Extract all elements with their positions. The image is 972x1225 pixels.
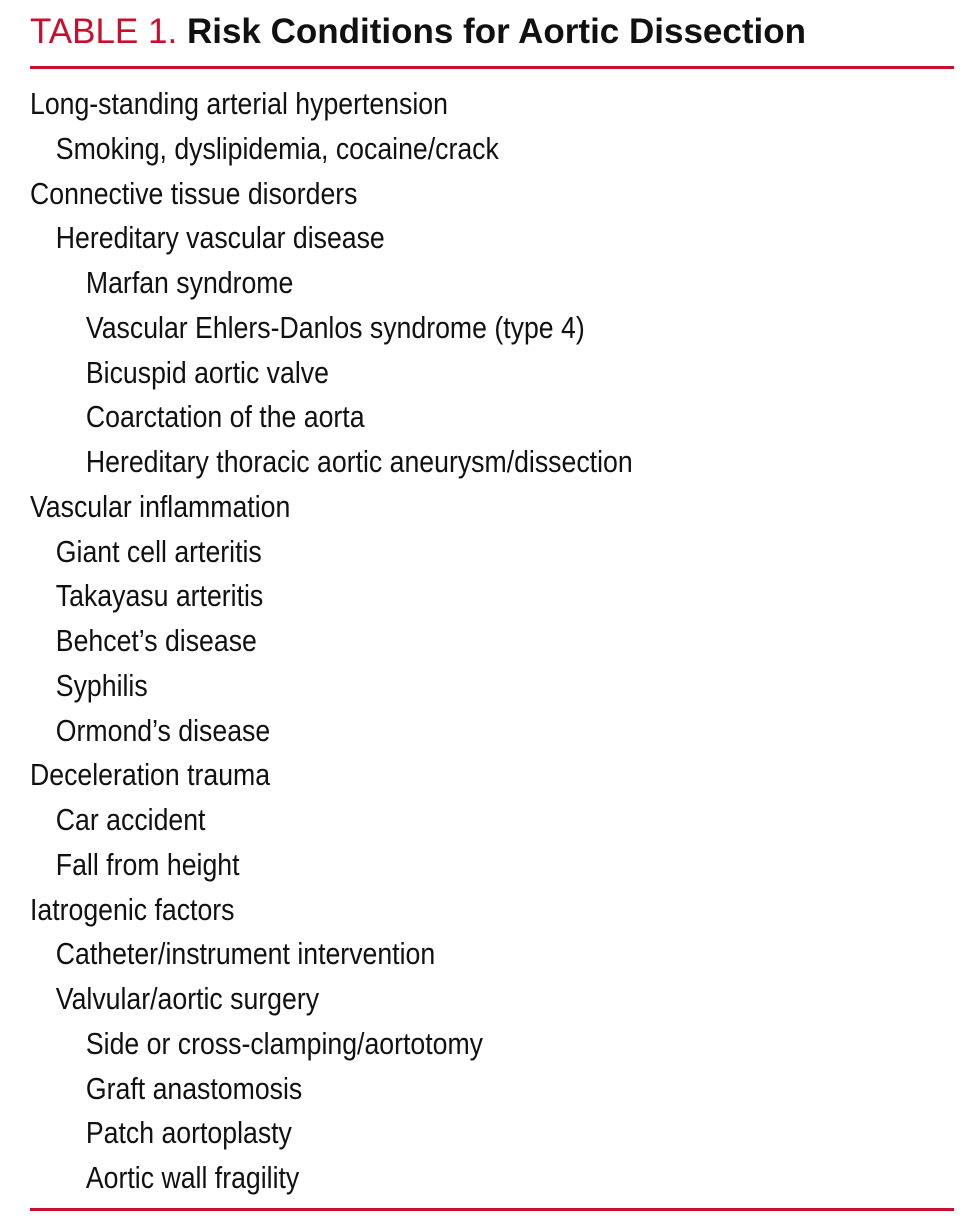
list-item: Patch aortoplasty xyxy=(85,1115,292,1151)
list-item: Takayasu arteritis xyxy=(55,578,264,614)
list-item: Vascular Ehlers-Danlos syndrome (type 4) xyxy=(85,309,585,345)
list-item: Hereditary thoracic aortic aneurysm/dissection xyxy=(85,444,633,479)
list-item: Coarctation of the aorta xyxy=(85,399,365,435)
category-row: Long-standing arterial hypertension xyxy=(30,86,448,121)
list-item: Smoking, dyslipidemia, cocaine/crack xyxy=(55,130,499,166)
list-item: Graft anastomosis xyxy=(85,1070,303,1106)
list-item: Aortic wall fragility xyxy=(85,1160,300,1195)
list-item: Side or cross-clamping/aortotomy xyxy=(85,1025,483,1061)
table-label: TABLE 1. xyxy=(30,12,178,51)
list-item: Bicuspid aortic valve xyxy=(85,354,329,390)
table-caption xyxy=(30,10,806,54)
list-item: Marfan syndrome xyxy=(85,265,294,300)
list-item: Hereditary vascular disease xyxy=(55,220,385,256)
top-divider xyxy=(30,66,954,69)
list-item: Behcet’s disease xyxy=(55,623,257,658)
category-row: Vascular inflammation xyxy=(30,488,291,524)
list-item: Ormond’s disease xyxy=(55,712,271,748)
category-row: Connective tissue disorders xyxy=(30,175,358,211)
category-row: Deceleration trauma xyxy=(30,757,271,793)
risk-condition-list xyxy=(30,82,731,1201)
list-item: Car accident xyxy=(55,802,206,837)
list-item: Fall from height xyxy=(55,846,240,882)
list-item: Giant cell arteritis xyxy=(55,533,262,569)
list-item: Syphilis xyxy=(55,667,148,703)
bottom-divider xyxy=(30,1208,954,1211)
category-row: Iatrogenic factors xyxy=(30,891,235,927)
list-item: Catheter/instrument intervention xyxy=(55,936,436,972)
list-item: Valvular/aortic surgery xyxy=(55,981,320,1016)
table-title: Risk Conditions for Aortic Dissection xyxy=(186,12,806,51)
